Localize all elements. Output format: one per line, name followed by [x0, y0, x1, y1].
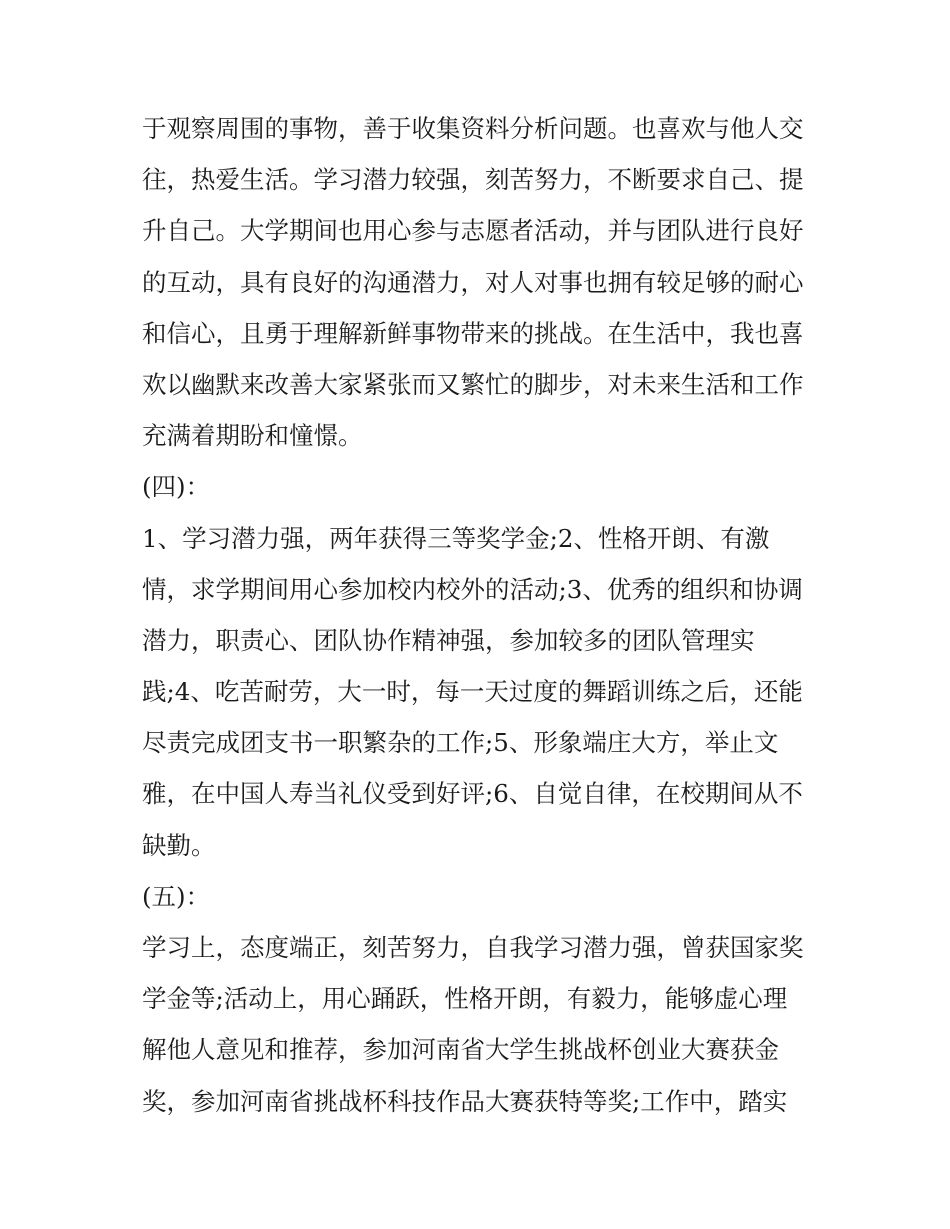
document-body: [142, 103, 822, 1127]
text-line: 奖，参加河南省挑战杯科技作品大赛获特等奖;工作中，踏实: [142, 1086, 788, 1116]
text-line: 充满着期盼和憧憬。: [142, 421, 363, 451]
text-line: 1、学习潜力强，两年获得三等奖学金;2、性格开朗、有激: [142, 523, 770, 553]
text-line: 升自己。大学期间也用心参与志愿者活动，并与团队进行良好: [142, 216, 804, 246]
text-line: 于观察周围的事物，善于收集资料分析问题。也喜欢与他人交: [142, 114, 804, 143]
text-line: 欢以幽默来改善大家紧张而又繁忙的脚步，对未来生活和工作: [142, 369, 804, 399]
text-line: 学习上，态度端正，刻苦努力，自我学习潜力强，曾获国家奖: [142, 933, 804, 962]
text-line: 和信心，且勇于理解新鲜事物带来的挑战。在生活中，我也喜: [142, 318, 804, 348]
text-line: 潜力，职责心、团队协作精神强，参加较多的团队管理实: [142, 625, 755, 655]
text-line: 解他人意见和推荐，参加河南省大学生挑战杯创业大赛获金: [142, 1035, 779, 1065]
text-line: 缺勤。: [142, 830, 216, 860]
section-heading-four: (四)：: [142, 472, 211, 502]
text-line: 尽责完成团支书一职繁杂的工作;5、形象端庄大方，举止文: [142, 728, 779, 758]
text-line: 往，热爱生活。学习潜力较强，刻苦努力，不断要求自己、提: [142, 165, 804, 195]
section-heading-five: (五)：: [142, 881, 211, 911]
text-line: 践;4、吃苦耐劳，大一时，每一天过度的舞蹈训练之后，还能: [142, 677, 803, 707]
text-line: 雅，在中国人寿当礼仪受到好评;6、自觉自律，在校期间从不: [142, 779, 803, 809]
text-line: 的互动，具有良好的沟通潜力，对人对事也拥有较足够的耐心: [142, 267, 804, 297]
text-line: 情，求学期间用心参加校内校外的活动;3、优秀的组织和协调: [142, 574, 803, 604]
text-line: 学金等;活动上，用心踊跃，性格开朗，有毅力，能够虚心理: [142, 984, 788, 1014]
